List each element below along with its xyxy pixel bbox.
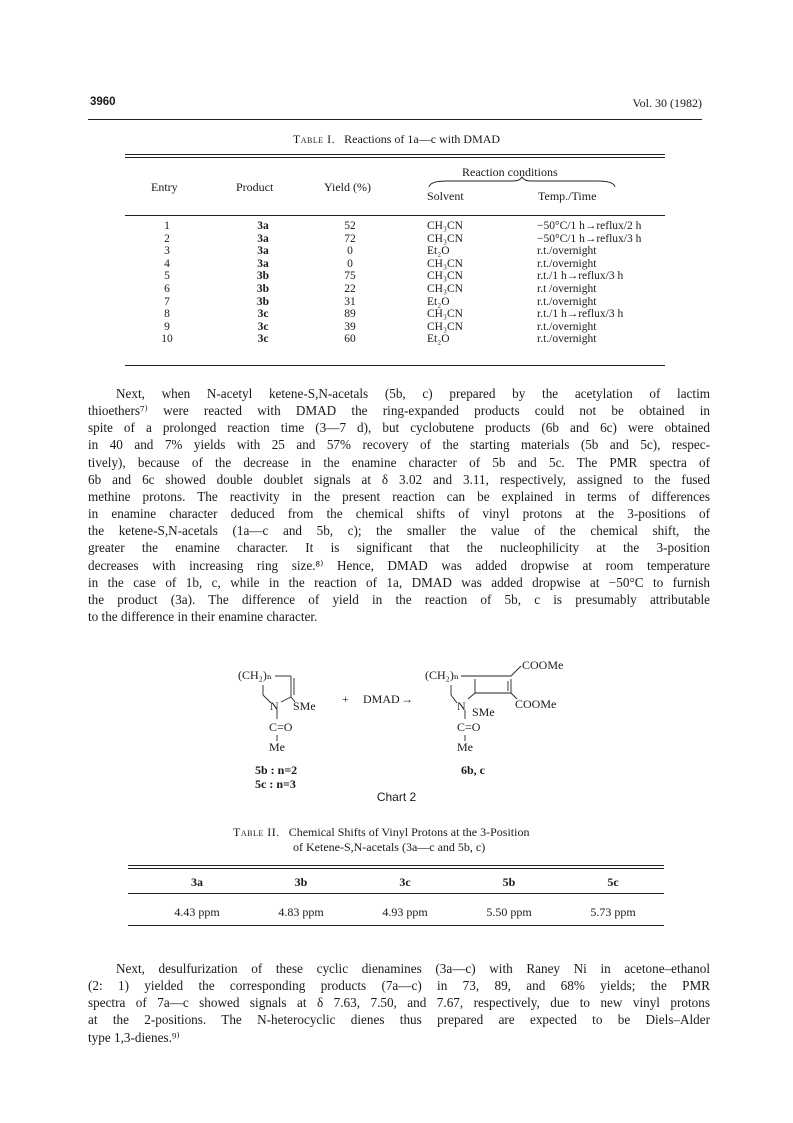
chart2-right-sme: SMe [472,705,495,719]
table1-caption-text: Reactions of 1a—c with DMAD [344,132,501,146]
chart2-right-ring: (CH₂)ₙ [425,668,460,682]
table-cell: 60 [344,333,356,346]
chart2-label-6bc: 6b, c [461,763,485,777]
table1-header-yield: Yield (%) [324,180,371,194]
text-line: spite of a prolonged reaction time (3—7 d), but cyclobutene products (6b and 6c) were obtained [88,420,710,436]
table-cell: 3a [257,245,269,258]
table2-rule [128,893,664,894]
table1-rule [125,157,665,158]
table-row [125,233,665,246]
chart2-left-bonds [263,676,295,719]
chart2-arrow: → [401,692,413,706]
table1-rule [125,365,665,366]
table-cell: CH₃CN [427,232,463,245]
table-cell: Et₂O [427,245,450,258]
table1-body [125,220,665,346]
table-cell: Et₂O [427,333,450,346]
table1-header-product: Product [236,180,274,194]
table-cell: 75 [344,270,356,283]
table-cell: 3b [256,282,270,295]
table2-value-cell: 5.50 ppm [486,905,532,919]
table-cell: r.t./overnight [537,245,597,258]
table-cell: 31 [344,295,356,308]
table1-header-solvent: Solvent [427,189,464,203]
table1-header-brace [427,176,617,188]
text-line: to the difference in their enamine character. [88,609,318,625]
chart2-label-5b: 5b : n=2 [255,763,298,777]
text-line: methine protons. The reactivity in the present reaction can be explained in terms of differences [88,488,710,504]
table-cell: r.t./1 h→reflux/3 h [537,270,624,283]
table-cell: −50°C/1 h→reflux/2 h [537,220,642,232]
table-cell: CH₃CN [427,320,463,333]
chart2-left-n: N [270,699,279,713]
table-cell: 3a [257,232,269,245]
header-rule [88,119,702,120]
paragraph-1 [88,385,710,625]
text-line: the ketene-S,N-acetals (1a—c and 5b, c); the smaller the value of the chemical shift, the [88,523,710,539]
table-cell: 3 [164,245,170,258]
text-line: Next, when N-acetyl ketene-S,N-acetals (5b, c) prepared by the acetylation of lactim [116,386,710,401]
table-row [125,220,665,233]
table-cell: 89 [344,308,356,321]
table-cell: 3b [256,270,270,283]
table1-header-temp: Temp./Time [538,189,597,203]
table2-caption-label: Table II. [233,825,280,839]
table-row [125,296,665,309]
table-cell: −50°C/1 h→reflux/3 h [537,232,642,245]
chart2-coome-bottom: COOMe [515,697,557,711]
table-row [125,321,665,334]
text-line: in the case of 1b, c, while in the reaction of 1a, DMAD was added dropwise at −50°C to furnish [88,574,710,590]
table-cell: CH₃CN [427,308,463,321]
text-line: tively), because of the decrease in the enamine character of 5b and 5c. The PMR spectra of [88,454,710,470]
chart2-left-me: Me [269,740,285,754]
table2-header-cell: 3a [191,875,203,889]
table-cell: CH₃CN [427,220,463,232]
table1-rule [125,154,665,155]
chart2-reagent: DMAD [363,692,400,706]
text-line: in 40 and 7% yields with 25 and 57% recovery of the starting materials (5b and 5c), respec- [88,437,710,453]
text-line: type 1,3-dienes.⁹⁾ [88,1029,180,1045]
table1-caption [0,132,793,147]
text-line: the product (3a). The difference of yield in the reaction of 5b, c is presumably attributable [88,591,710,607]
table-cell: 3c [257,320,269,333]
table2-rule [128,865,664,866]
chart2-right-me: Me [457,740,473,754]
table2-value-cell: 4.43 ppm [174,905,220,919]
table2-value-cell: 5.73 ppm [590,905,636,919]
page-header [88,96,702,116]
table-cell: r.t./overnight [537,257,597,270]
table-cell: 7 [164,295,170,308]
text-line: in enamine character deduced from the chemical shifts of vinyl protons at the 3-positions of [88,506,710,522]
table-cell: 3c [257,333,269,346]
table-row [125,283,665,296]
table-cell: r.t./overnight [537,320,597,333]
table-cell: 22 [344,282,356,295]
table2-header-cell: 3c [399,875,411,889]
table-cell: 5 [164,270,170,283]
table-cell: 3b [256,295,270,308]
table-cell: CH₃CN [427,270,463,283]
table2-header-cell: 5c [607,875,619,889]
text-line: thioethers⁷⁾ were reacted with DMAD the ring-expanded products could not be obtained in [88,403,710,419]
table1-caption-label: Table I. [292,132,336,146]
table-cell: 72 [344,232,356,245]
table2-value-cell: 4.93 ppm [382,905,428,919]
chart2-caption: Chart 2 [376,790,417,804]
chart2-right-carbonyl: C=O [457,720,481,734]
chart2-left-carbonyl: C=O [269,720,293,734]
table-cell: 2 [164,232,170,245]
table-cell: 1 [164,220,170,232]
table-row [125,245,665,258]
table1-header-group: Reaction conditions [462,165,558,179]
table2-value-cell: 4.83 ppm [278,905,324,919]
text-line: at the 2-positions. The N-heterocyclic dienes thus prepared are expected to be Diels–Alder [88,1012,710,1028]
volume-info: Vol. 30 (1982) [632,96,702,110]
table1-header-entry: Entry [151,180,178,194]
table-cell: 3a [257,257,269,270]
table-cell: CH₃CN [427,282,463,295]
table2-rule [128,925,664,926]
table-cell: CH₃CN [427,257,463,270]
table-cell: 10 [161,333,173,346]
table-cell: r.t./1 h→reflux/3 h [537,308,624,321]
text-line: (2: 1) yielded the corresponding products (7a—c) in 73, 89, and 68% yields; the PMR [88,978,710,994]
table-cell: 4 [164,257,170,270]
table-cell: 52 [344,220,356,232]
text-line: spectra of 7a—c showed signals at δ 7.63, 7.50, and 7.67, respectively, due to new vinyl protons [88,995,710,1011]
text-line: greater the enamine character. It is significant that the nucleophilicity at the 3-position [88,540,710,556]
table1-rule [125,215,665,216]
table-cell: r.t./overnight [537,333,597,346]
table-cell: 0 [347,245,353,258]
text-line: decreases with increasing ring size.⁸⁾ Hence, DMAD was added dropwise at room temperature [88,557,710,573]
table2-caption [233,825,529,855]
chart2-label-5c: 5c : n=3 [255,777,296,791]
chart2-left-ring: (CH₂)ₙ [238,668,273,682]
text-line: 6b and 6c showed double doublet signals at δ 3.02 and 3.11, respectively, assigned to the fused [88,471,710,487]
table-cell: 8 [164,308,170,321]
table2-header-cell: 3b [294,875,308,889]
chart2-reaction-scheme [225,655,565,805]
table-cell: r.t./overnight [537,295,597,308]
table-cell: 9 [164,320,170,333]
table2-rule [128,868,664,869]
table-row [125,308,665,321]
table-cell: r.t /overnight [537,282,597,295]
table-row [125,258,665,271]
chart2-right-n: N [457,699,466,713]
table-cell: 3c [257,308,269,321]
table2-header-cell: 5b [502,875,516,889]
table-cell: 39 [344,320,356,333]
chart2-left-sme: SMe [293,699,316,713]
table-cell: 6 [164,282,170,295]
table-row [125,270,665,283]
table-cell: 3a [257,220,269,232]
chart2-plus: + [342,692,349,706]
table2-caption-line2: of Ketene-S,N-acetals (3a—c and 5b, c) [293,840,486,854]
paragraph-2 [88,960,710,1046]
table-cell: Et₂O [427,295,450,308]
table-cell: 0 [347,257,353,270]
table2-caption-line1: Chemical Shifts of Vinyl Protons at the 3-Position [288,825,530,839]
text-line: Next, desulfurization of these cyclic dienamines (3a—c) with Raney Ni in acetone–ethanol [116,961,710,976]
chart2-coome-top: COOMe [522,658,564,672]
page-number: 3960 [90,96,116,108]
table-row [125,333,665,346]
